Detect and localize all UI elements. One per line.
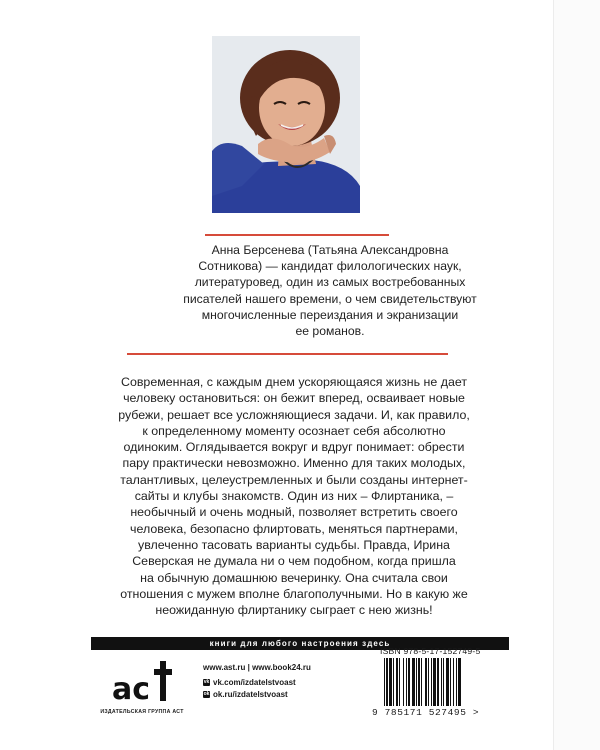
top-divider	[205, 234, 389, 236]
barcode-number: 9 785171 527495 >	[372, 707, 480, 718]
ok-icon: ok	[203, 691, 210, 697]
book-annotation: Современная, с каждым днем ускоряющаяся жизнь не дает человеку остановиться: он бежит вперед, осваивает новые рубежи, решает все усложняющиеся задачи. И, как правило, к определенному моменту осознает себя абсолютно одиноким. Оглядывается вокруг и вдруг понимает: обрести пару практически невозможно. Именно для таких молодых, талантливых, целеустремленных и были созданы интернет- сайты и клубы знакомств. Один из них – Флиртаника, – необычный и очень модный, позволяет встретить своего человека, безопасно флиртовать, меняться партнерами, увлеченно тасовать варианты судьбы. Правда, Ирина Северская не думала ни о чем подобном, когда пришла на обычную домашнюю вечеринку. Она считала свои отношения с мужем вполне благополучными. Но в какую же неожиданную флиртанику сыграет с нею жизнь!	[118, 375, 470, 618]
vk-icon: vk	[203, 679, 210, 685]
isbn-label: ISBN 978-5-17-152749-5	[380, 646, 481, 656]
barcode	[383, 658, 485, 706]
websites: www.ast.ru | www.book24.ru	[203, 663, 311, 672]
middle-divider	[127, 353, 448, 355]
social-link-text: ok.ru/izdatelstvoast	[213, 690, 288, 699]
author-bio-block	[150, 242, 510, 339]
social-link-text: vk.com/izdatelstvoast	[213, 678, 296, 687]
author-photo	[212, 36, 360, 213]
svg-text:ас: ас	[112, 672, 151, 707]
author-bio: Анна Берсенева (Татьяна Александровна Сотникова) — кандидат филологических наук, литературовед, один из самых востребованных писателей нашего времени, о чем свидетельствуют многочисленные переиздания и экранизации ее романов.	[183, 243, 477, 339]
ast-logo	[108, 659, 174, 707]
publisher-name: ИЗДАТЕЛЬСКАЯ ГРУППА АСТ	[100, 709, 184, 715]
social-link-vk	[203, 678, 296, 687]
tagline-bar: книги для любого настроения здесь	[91, 637, 509, 650]
social-link-ok	[203, 690, 288, 699]
cover-edge	[553, 0, 600, 750]
